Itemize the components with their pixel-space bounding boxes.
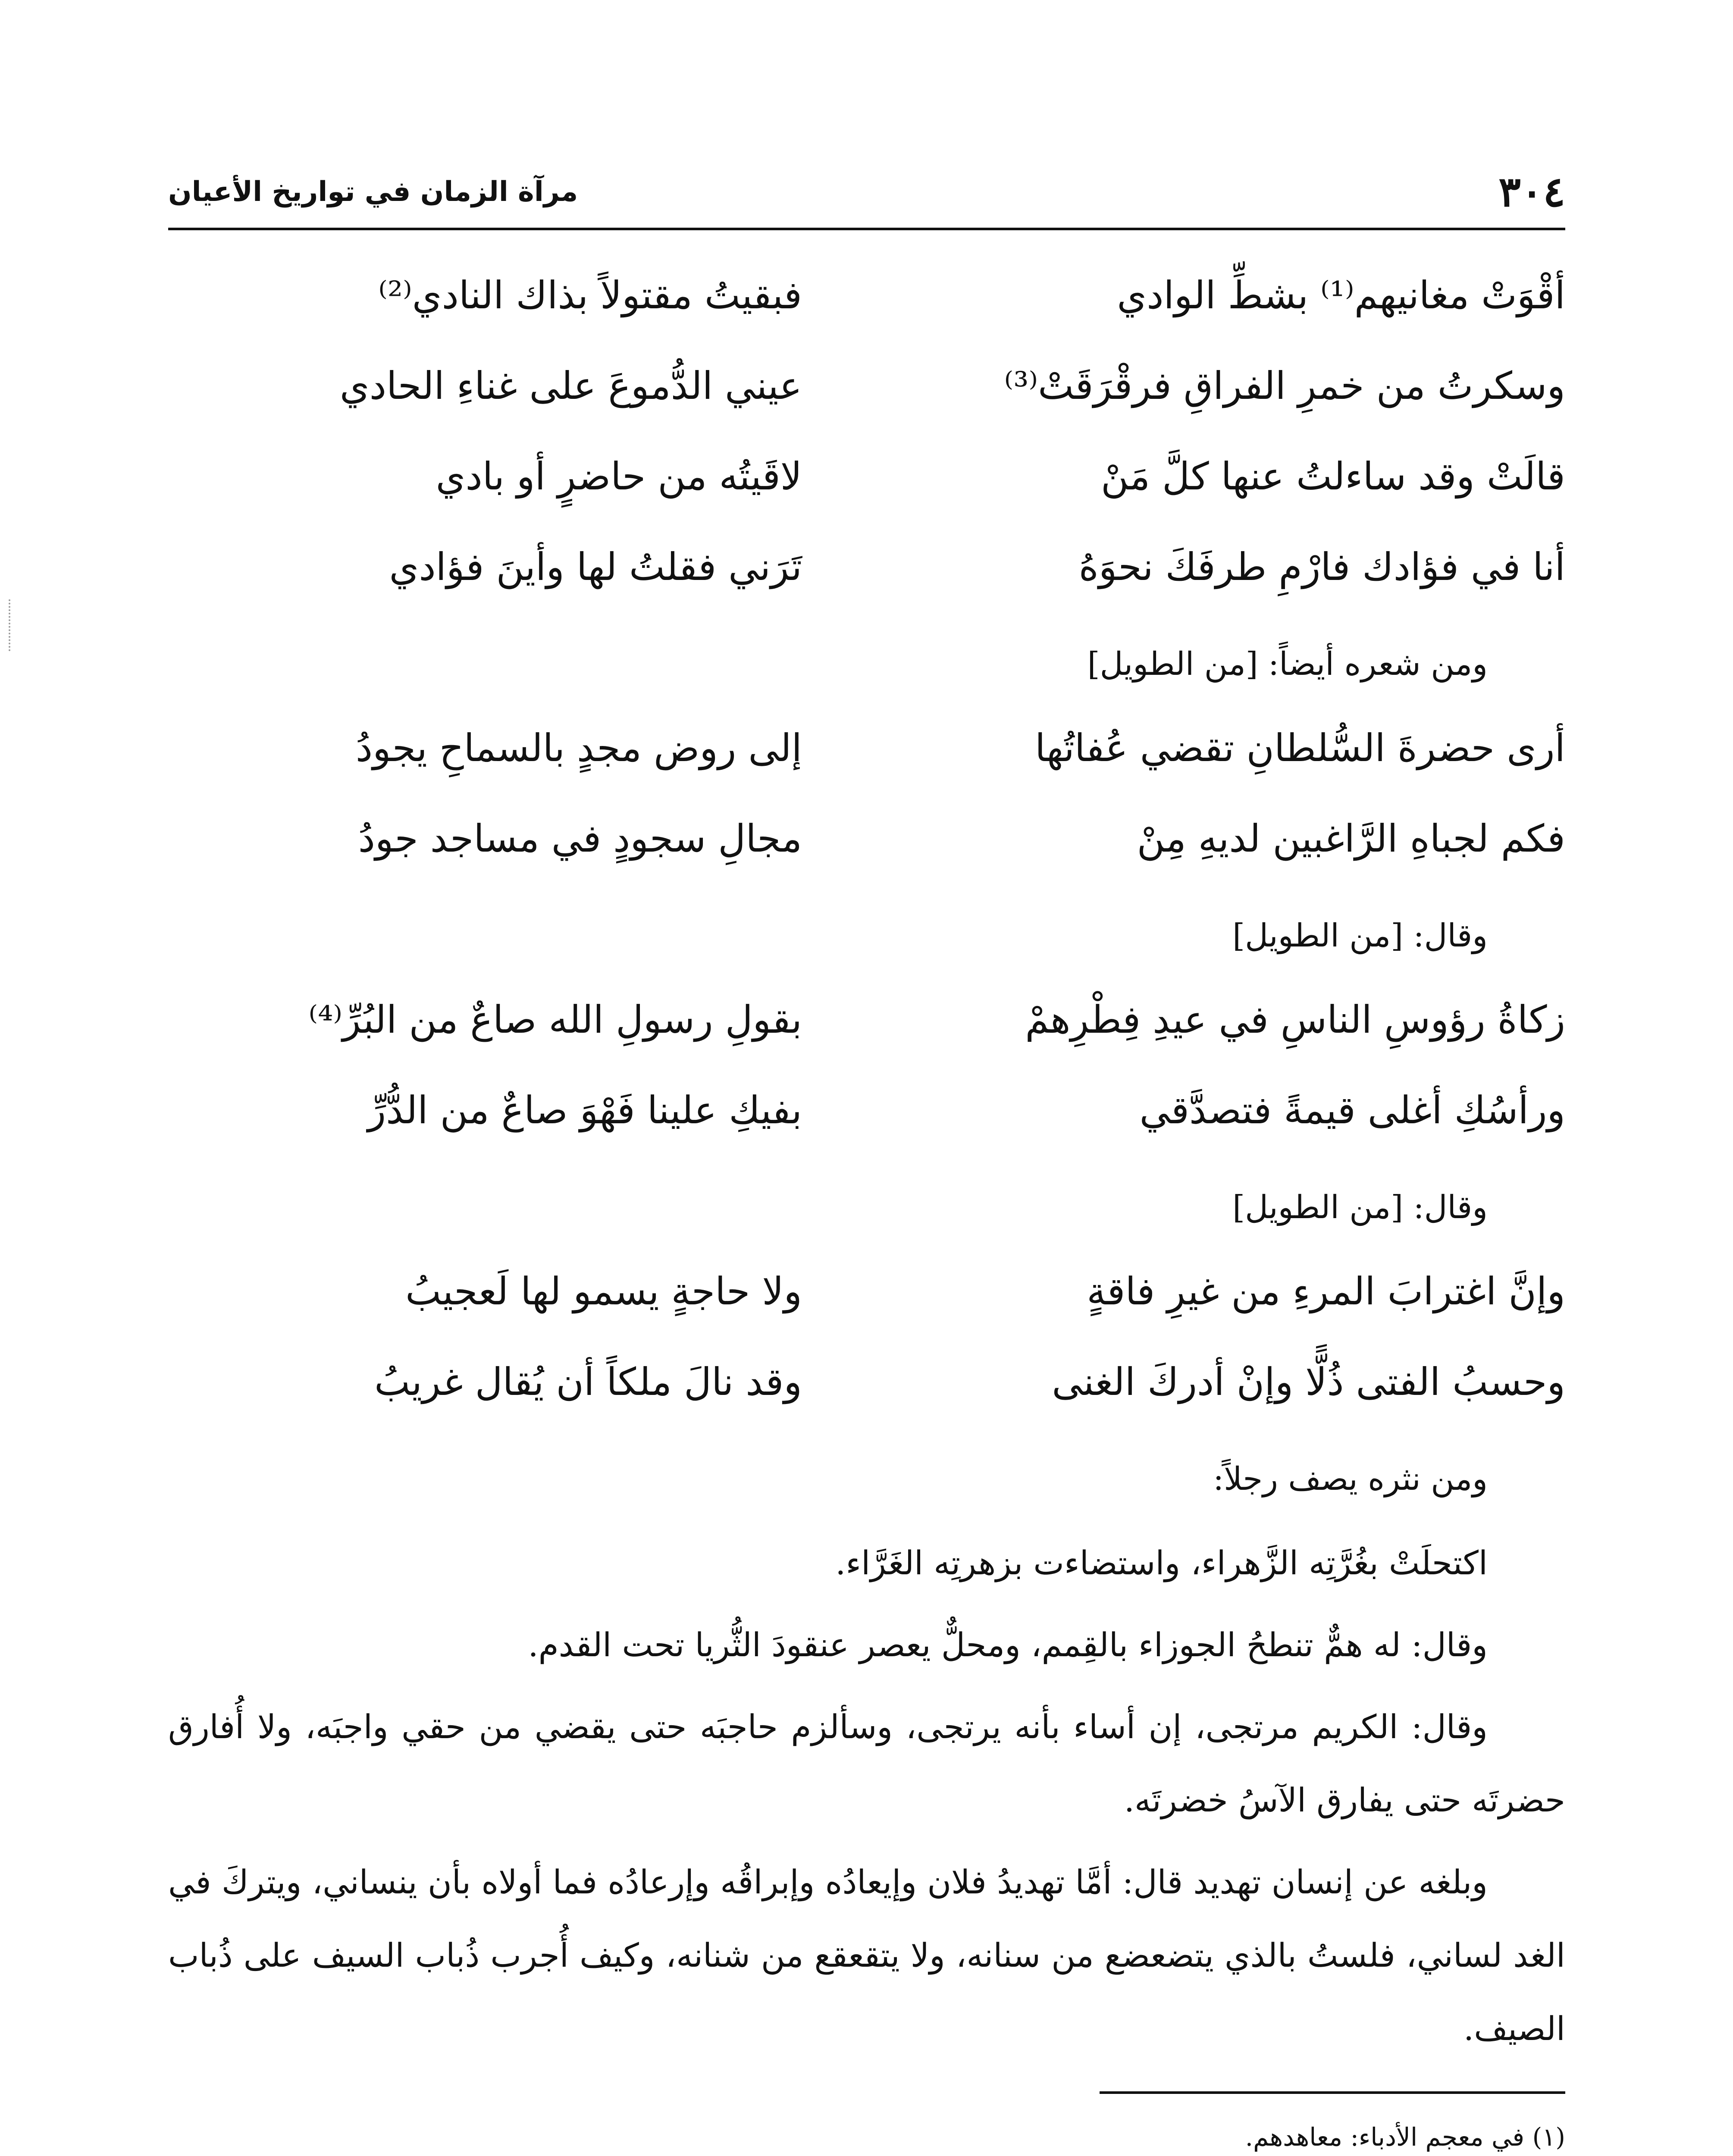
verse-second-hemistich: بقولِ رسولِ الله صاعٌ من البُرِّ⁽⁴⁾ xyxy=(308,997,802,1042)
prose-paragraph: وقال: الكريم مرتجى، إن أساء بأنه يرتجى، وسألزم حاجبَه حتى يقضي من حقي واجبَه، ولا أُفارق حضرتَه حتى يفارق الآسُ خضرتَه. xyxy=(168,1708,1565,1819)
scan-margin-mark xyxy=(9,599,13,651)
prose-intro: ومن نثره يصف رجلاً: xyxy=(1213,1460,1488,1498)
prose-paragraph: وقال: له همٌّ تنطحُ الجوزاء بالقِمم، ومحلٌّ يعصر عنقودَ الثُّريا تحت القدم. xyxy=(528,1626,1488,1664)
verse xyxy=(168,250,1565,341)
footnote-rule xyxy=(1100,2091,1565,2094)
running-title: مرآة الزمان في تواريخ الأعيان xyxy=(168,176,578,208)
poem-2 xyxy=(168,625,1565,884)
poem-intro: وقال: [من الطويل] xyxy=(1232,1189,1488,1226)
page-header xyxy=(168,164,1565,229)
prose-paragraph: اكتحلَتْ بغُرَّتِه الزَّهراء، واستضاءت بزهرتِه الغَرَّاء. xyxy=(835,1544,1488,1582)
verse-second-hemistich: لاقَيتُه من حاضرٍ أو بادي xyxy=(436,454,802,498)
page-body xyxy=(168,250,1565,2156)
verse-second-hemistich: بفيكِ علينا فَهْوَ صاعٌ من الدُّرِّ xyxy=(367,1088,802,1132)
verse-first-hemistich: فكم لجباهِ الرَّاغبين لديهِ مِنْ xyxy=(1137,816,1565,861)
verse-second-hemistich: عيني الدُّموعَ على غناءِ الحادي xyxy=(339,364,802,408)
verse xyxy=(168,793,1565,884)
verse-first-hemistich: ورأسُكِ أغلى قيمةً فتصدَّقي xyxy=(1139,1088,1565,1132)
header-rule xyxy=(168,228,1565,230)
verse-second-hemistich: مجالِ سجودٍ في مساجد جودُ xyxy=(358,816,802,861)
verse-first-hemistich: وحسبُ الفتى ذُلًّا وإنْ أدركَ الغنى xyxy=(1052,1360,1565,1404)
poem-4 xyxy=(168,1169,1565,1427)
verse-second-hemistich: وقد نالَ ملكاً أن يُقال غريبُ xyxy=(374,1360,802,1404)
footnote: (١) في معجم الأدباء: معاهدهم. xyxy=(1245,2122,1565,2152)
verse-first-hemistich: وسكرتُ من خمرِ الفراقِ فرقْرَقَتْ⁽³⁾ xyxy=(1004,364,1565,408)
verse-second-hemistich: فبقيتُ مقتولاً بذاك النادي⁽²⁾ xyxy=(378,273,802,317)
verse xyxy=(168,1065,1565,1156)
verse-first-hemistich: قالَتْ وقد ساءلتُ عنها كلَّ مَنْ xyxy=(1101,454,1565,498)
poem-intro: وقال: [من الطويل] xyxy=(1232,917,1488,954)
verse-second-hemistich: ولا حاجةٍ يسمو لها لَعجيبُ xyxy=(405,1269,802,1313)
verse xyxy=(168,1246,1565,1337)
verse-first-hemistich: أرى حضرةَ السُّلطانِ تقضي عُفاتُها xyxy=(1035,726,1565,770)
poem-3 xyxy=(168,897,1565,1156)
verse-first-hemistich: أقْوَتْ مغانيهم⁽¹⁾ بشطِّ الوادي xyxy=(1117,273,1565,317)
verse xyxy=(168,975,1565,1065)
verse-first-hemistich: زكاةُ رؤوسِ الناسِ في عيدِ فِطْرِهمْ xyxy=(1025,997,1565,1042)
verse-first-hemistich: أنا في فؤادك فارْمِ طرفَكَ نحوَهُ xyxy=(1078,545,1565,589)
book-page xyxy=(168,164,1565,2156)
verse-first-hemistich: وإنَّ اغترابَ المرءِ من غيرِ فاقةٍ xyxy=(1087,1269,1565,1313)
verse xyxy=(168,431,1565,522)
verse xyxy=(168,522,1565,612)
verse xyxy=(168,341,1565,431)
poem-1 xyxy=(168,250,1565,612)
prose-paragraph: وبلغه عن إنسان تهديد قال: أمَّا تهديدُ فلان وإيعادُه وإبراقُه وإرعادُه فما أولاه بأن ينساني، ويتركَ في الغد لساني، فلستُ بالذي يتضعضع من سنانه، ولا يتقعقع من شنانه، وكيف أُجرب ذُباب السيف على ذُباب الصيف. xyxy=(168,1863,1565,2048)
verse xyxy=(168,703,1565,793)
verse xyxy=(168,1337,1565,1427)
verse-second-hemistich: إلى روض مجدٍ بالسماحِ يجودُ xyxy=(355,726,802,770)
footnotes xyxy=(168,2111,1565,2156)
poem-intro: ومن شعره أيضاً: [من الطويل] xyxy=(1087,646,1488,683)
verse-second-hemistich: تَرَني فقلتُ لها وأينَ فؤادي xyxy=(389,545,802,589)
page-number: ٣٠٤ xyxy=(1498,167,1565,216)
